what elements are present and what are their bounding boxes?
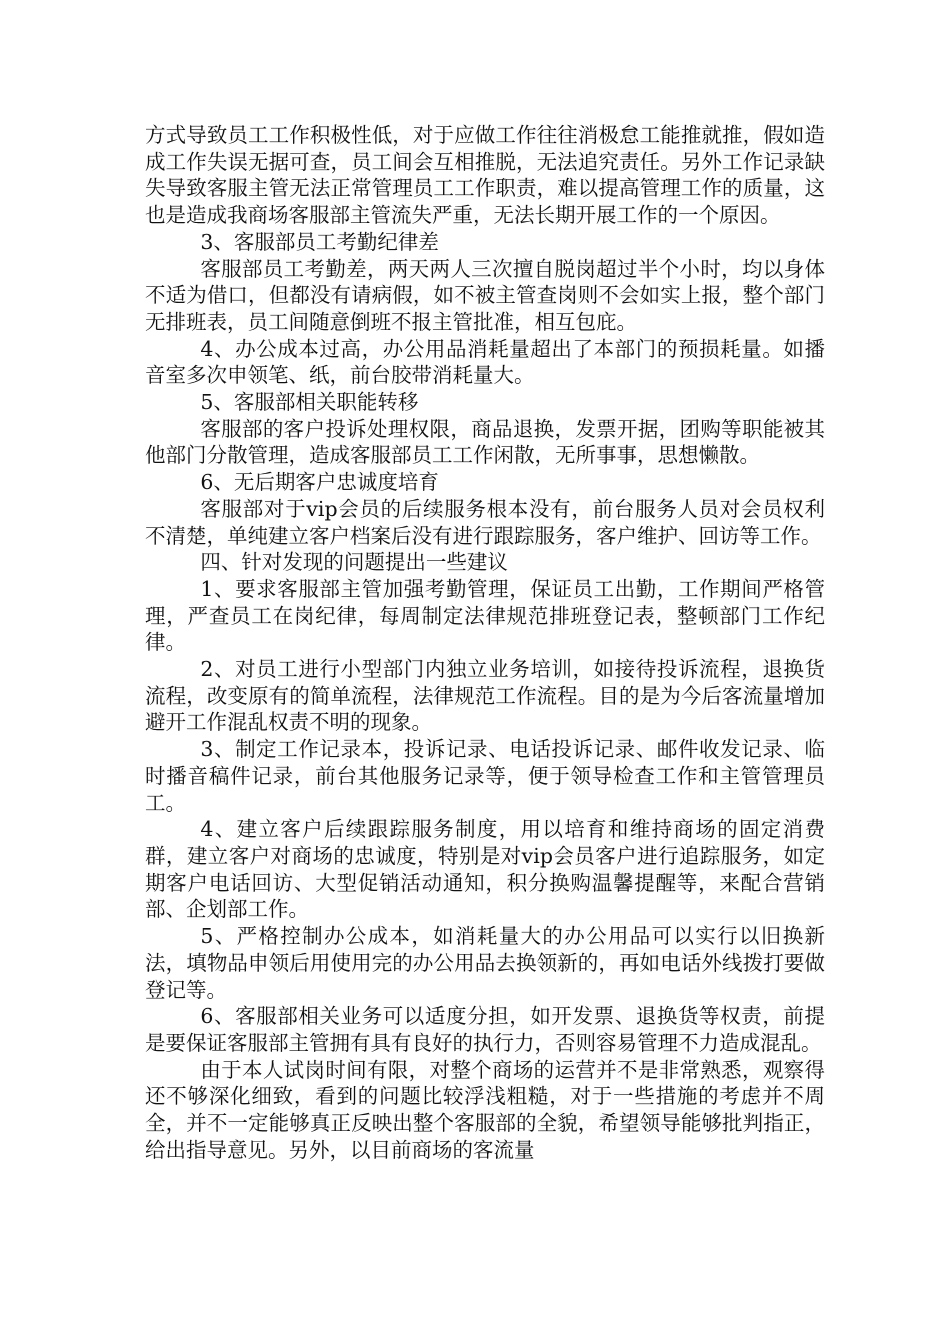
suggestion-paragraph: 4、建立客户后续跟踪服务制度，用以培育和维持商场的固定消费群，建立客户对商场的忠诚度，特别是对vip会员客户进行追踪服务，如定期客户电话回访、大型促销活动通知，积分换购温馨提醒等，来配合营销部、企划部工作。	[145, 817, 825, 922]
suggestion-paragraph: 3、制定工作记录本，投诉记录、电话投诉记录、邮件收发记录、临时播音稿件记录，前台其他服务记录等，便于领导检查工作和主管管理员工。	[145, 737, 825, 815]
paragraph: 客服部对于vip会员的后续服务根本没有，前台服务人员对会员权利不清楚，单纯建立客户档案后没有进行跟踪服务，客户维护、回访等工作。	[145, 496, 825, 548]
paragraph: 客服部的客户投诉处理权限，商品退换，发票开据，团购等职能被其他部门分散管理，造成客服部员工工作闲散，无所事事，思想懒散。	[145, 416, 825, 468]
section-heading-5: 5、客服部相关职能转移	[200, 390, 419, 415]
document-page	[145, 122, 825, 1163]
suggestion-paragraph: 1、要求客服部主管加强考勤管理，保证员工出勤，工作期间严格管理，严查员工在岗纪律，每周制定法律规范排班登记表，整顿部门工作纪律。	[145, 576, 825, 655]
suggestion-paragraph: 6、客服部相关业务可以适度分担，如开发票、退换货等权责，前提是要保证客服部主管拥有具有良好的执行力，否则容易管理不力造成混乱。	[145, 1004, 825, 1055]
section-heading-suggestions: 四、针对发现的问题提出一些建议	[200, 550, 508, 575]
section-heading-6: 6、无后期客户忠诚度培育	[200, 470, 439, 495]
suggestion-paragraph: 2、对员工进行小型部门内独立业务培训，如接待投诉流程，退换货流程，改变原有的简单流程，法律规范工作流程。目的是为今后客流量增加避开工作混乱权责不明的现象。	[145, 657, 825, 735]
paragraph-continued: 方式导致员工工作积极性低，对于应做工作往往消极怠工能推就推，假如造成工作失误无据可查，员工间会互相推脱，无法追究责任。另外工作记录缺失导致客服主管无法正常管理员工工作职责，难以提高管理工作的质量，这也是造成我商场客服部主管流失严重，无法长期开展工作的一个原因。	[145, 123, 825, 228]
closing-paragraph: 由于本人试岗时间有限，对整个商场的运营并不是非常熟悉，观察得还不够深化细致，看到的问题比较浮浅粗糙，对于一些措施的考虑并不周全，并不一定能够真正反映出整个客服部的全貌，希望领导能够批判指正，给出指导意见。另外，以目前商场的客流量	[145, 1057, 825, 1162]
paragraph: 客服部员工考勤差，两天两人三次擅自脱岗超过半个小时，均以身体不适为借口，但都没有请病假，如不被主管查岗则不会如实上报，整个部门无排班表，员工间随意倒班不报主管批准，相互包庇。	[145, 256, 825, 334]
suggestion-paragraph: 5、严格控制办公成本，如消耗量大的办公用品可以实行以旧换新法，填物品申领后用使用完的办公用品去换领新的，再如电话外线拨打要做登记等。	[145, 924, 825, 1002]
section-heading-3: 3、客服部员工考勤纪律差	[200, 229, 439, 254]
paragraph: 4、办公成本过高，办公用品消耗量超出了本部门的预损耗量。如播音室多次申领笔、纸，前台胶带消耗量大。	[145, 336, 825, 388]
